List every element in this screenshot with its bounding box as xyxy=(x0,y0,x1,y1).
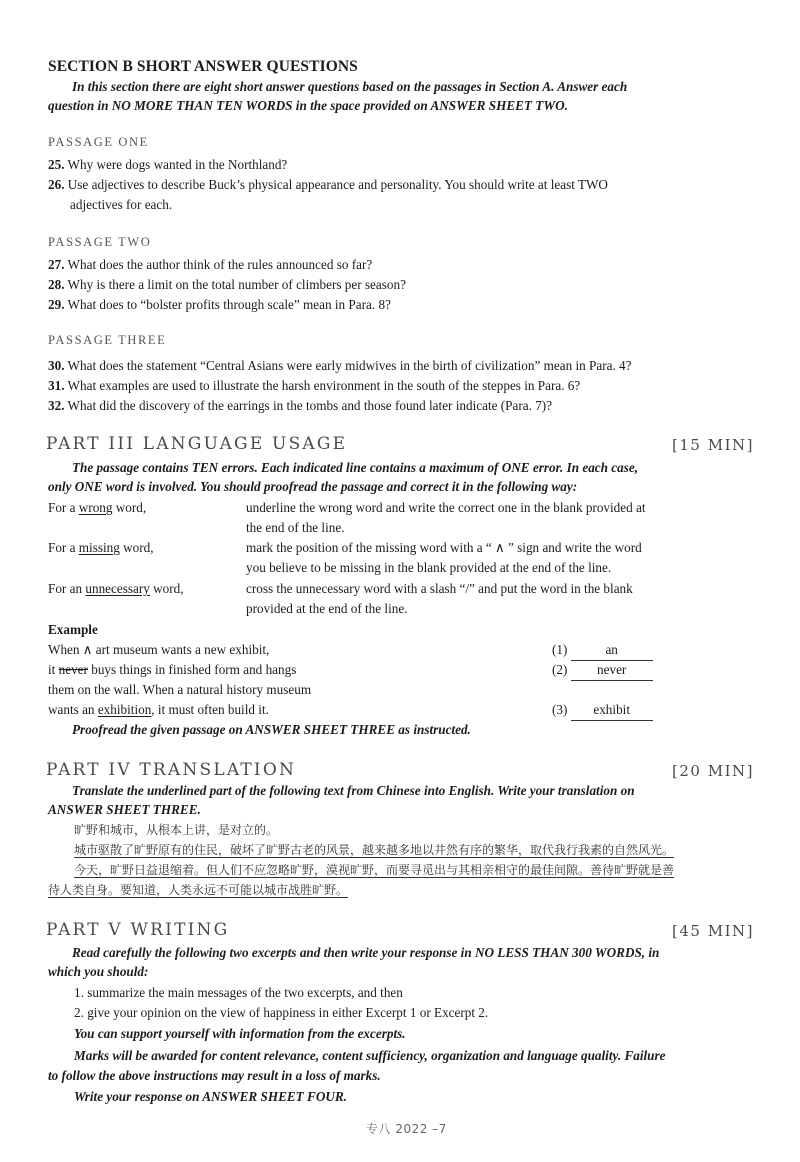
rule-label: word, xyxy=(149,581,184,596)
chinese-text-line-1: 旷野和城市，从根本上讲，是对立的。 xyxy=(74,823,279,837)
example-text: it xyxy=(48,662,59,677)
question-number: 29. xyxy=(48,297,65,312)
part-3-title: PART III LANGUAGE USAGE xyxy=(46,434,348,454)
part-5-time: [45 MIN] xyxy=(672,922,754,940)
part-3-time: [15 MIN] xyxy=(672,436,754,454)
rule-label: word, xyxy=(112,500,147,515)
part-4-title: PART IV TRANSLATION xyxy=(46,760,297,780)
rule-wrong-word xyxy=(48,498,146,518)
passage-one-heading: PASSAGE ONE xyxy=(48,135,149,149)
example-line-4 xyxy=(48,700,269,720)
question-text: Why is there a limit on the total number of climbers per season? xyxy=(67,277,406,292)
question-number: 25. xyxy=(48,157,65,172)
part-4-time: [20 MIN] xyxy=(672,762,754,780)
example-label: Example xyxy=(48,622,98,637)
answer-number: (1) xyxy=(552,642,568,657)
answer-blank: an xyxy=(571,640,653,661)
underlined-word: exhibition xyxy=(97,702,152,717)
answer-number: (2) xyxy=(552,662,568,677)
question-26 xyxy=(48,175,608,195)
writing-support-note: You can support yourself with information from the excerpts. xyxy=(74,1026,406,1041)
passage-three-heading: PASSAGE THREE xyxy=(48,333,167,347)
rule-keyword: missing xyxy=(78,540,120,555)
answer-blank: exhibit xyxy=(571,700,653,721)
part-4-instruction-line1: Translate the underlined part of the following text from Chinese into English. Write your translation on xyxy=(72,783,635,798)
rule-wrong-desc-2: the end of the line. xyxy=(246,520,345,535)
question-text: What did the discovery of the earrings in the tombs and those found later indicate (Para. 7)? xyxy=(67,398,553,413)
question-26-continued: adjectives for each. xyxy=(70,197,173,212)
answer-2 xyxy=(552,660,653,681)
part-3-instruction-line2: only ONE word is involved. You should proofread the passage and correct it in the following way: xyxy=(48,479,578,494)
question-32 xyxy=(48,396,552,416)
part-5-instruction-line2: which you should: xyxy=(48,964,149,979)
example-text: buys things in finished form and hangs xyxy=(87,662,297,677)
rule-keyword: wrong xyxy=(78,500,113,515)
answer-number: (3) xyxy=(552,702,568,717)
part-5-title: PART V WRITING xyxy=(46,920,230,940)
rule-label: For an xyxy=(48,581,86,596)
question-text: What does the author think of the rules announced so far? xyxy=(67,257,373,272)
part-4-instruction-line2: ANSWER SHEET THREE. xyxy=(48,802,201,817)
writing-marks-line1: Marks will be awarded for content relevance, content sufficiency, organization and language quality. Failure xyxy=(74,1048,666,1063)
rule-unnecessary-desc-2: provided at the end of the line. xyxy=(246,601,408,616)
rule-missing-desc-1: mark the position of the missing word with a “ ∧ ” sign and write the word xyxy=(246,540,642,555)
rule-wrong-desc-1: underline the wrong word and write the correct one in the blank provided at xyxy=(246,500,646,515)
writing-answer-sheet-note: Write your response on ANSWER SHEET FOUR. xyxy=(74,1089,347,1104)
part-3-instruction-line1: The passage contains TEN errors. Each indicated line contains a maximum of ONE error. In each case, xyxy=(72,460,638,475)
question-text: What does to “bolster profits through scale” mean in Para. 8? xyxy=(67,297,391,312)
struck-word: never xyxy=(58,662,88,677)
example-line-2 xyxy=(48,660,296,680)
example-text: When xyxy=(48,642,83,657)
rule-missing-word xyxy=(48,538,154,558)
answer-blank: never xyxy=(571,660,653,681)
question-27 xyxy=(48,255,372,275)
example-line-1 xyxy=(48,640,269,660)
page-footer: 专八 2022 –7 xyxy=(366,1122,447,1136)
question-text: What examples are used to illustrate the harsh environment in the south of the steppes in Para. 6? xyxy=(67,378,581,393)
rule-unnecessary-word xyxy=(48,579,184,599)
question-number: 27. xyxy=(48,257,65,272)
writing-marks-line2: to follow the above instructions may result in a loss of marks. xyxy=(48,1068,381,1083)
question-text: Use adjectives to describe Buck’s physical appearance and personality. You should write at least TWO xyxy=(67,177,608,192)
chinese-text-line-2: 城市驱散了旷野原有的住民，破坏了旷野古老的风景，越来越多地以井然有序的繁华，取代我行我素的自然风光。 xyxy=(74,843,675,857)
question-number: 28. xyxy=(48,277,65,292)
question-29 xyxy=(48,295,391,315)
writing-task-1: 1. summarize the main messages of the two excerpts, and then xyxy=(74,985,403,1000)
writing-task-2: 2. give your opinion on the view of happiness in either Excerpt 1 or Excerpt 2. xyxy=(74,1005,489,1020)
answer-1 xyxy=(552,640,653,661)
section-b-instruction-line2: question in NO MORE THAN TEN WORDS in the space provided on ANSWER SHEET TWO. xyxy=(48,98,568,113)
question-number: 26. xyxy=(48,177,65,192)
rule-keyword: unnecessary xyxy=(85,581,150,596)
example-text: wants an xyxy=(48,702,98,717)
part-3-closing: Proofread the given passage on ANSWER SHEET THREE as instructed. xyxy=(72,722,471,737)
question-30 xyxy=(48,356,632,376)
question-28 xyxy=(48,275,406,295)
caret-mark: ∧ xyxy=(82,642,93,657)
question-number: 32. xyxy=(48,398,65,413)
rule-label: For a xyxy=(48,500,79,515)
question-text: Why were dogs wanted in the Northland? xyxy=(67,157,288,172)
answer-3 xyxy=(552,700,653,721)
chinese-text-line-3: 今天，旷野日益退缩着。但人们不应忽略旷野，漠视旷野，而要寻觅出与其相亲相守的最佳间隙。善待旷野就是善 xyxy=(74,863,675,877)
example-text: , it must often build it. xyxy=(151,702,269,717)
rule-missing-desc-2: you believe to be missing in the blank provided at the end of the line. xyxy=(246,560,612,575)
question-number: 30. xyxy=(48,358,65,373)
example-text: art museum wants a new exhibit, xyxy=(92,642,270,657)
question-text: What does the statement “Central Asians were early midwives in the birth of civilization” mean in Para. 4? xyxy=(67,358,632,373)
passage-two-heading: PASSAGE TWO xyxy=(48,235,152,249)
chinese-text-line-4: 待人类自身。要知道，人类永远不可能以城市战胜旷野。 xyxy=(48,883,349,897)
part-5-instruction-line1: Read carefully the following two excerpts and then write your response in NO LESS THAN 300 WORDS, in xyxy=(72,945,660,960)
example-line-3: them on the wall. When a natural history museum xyxy=(48,682,312,697)
question-number: 31. xyxy=(48,378,65,393)
section-b-title: SECTION B SHORT ANSWER QUESTIONS xyxy=(48,58,358,75)
rule-unnecessary-desc-1: cross the unnecessary word with a slash “/” and put the word in the blank xyxy=(246,581,633,596)
question-25 xyxy=(48,155,287,175)
question-31 xyxy=(48,376,580,396)
section-b-instruction-line1: In this section there are eight short answer questions based on the passages in Section A. Answer each xyxy=(72,79,628,94)
rule-label: word, xyxy=(119,540,154,555)
rule-label: For a xyxy=(48,540,79,555)
